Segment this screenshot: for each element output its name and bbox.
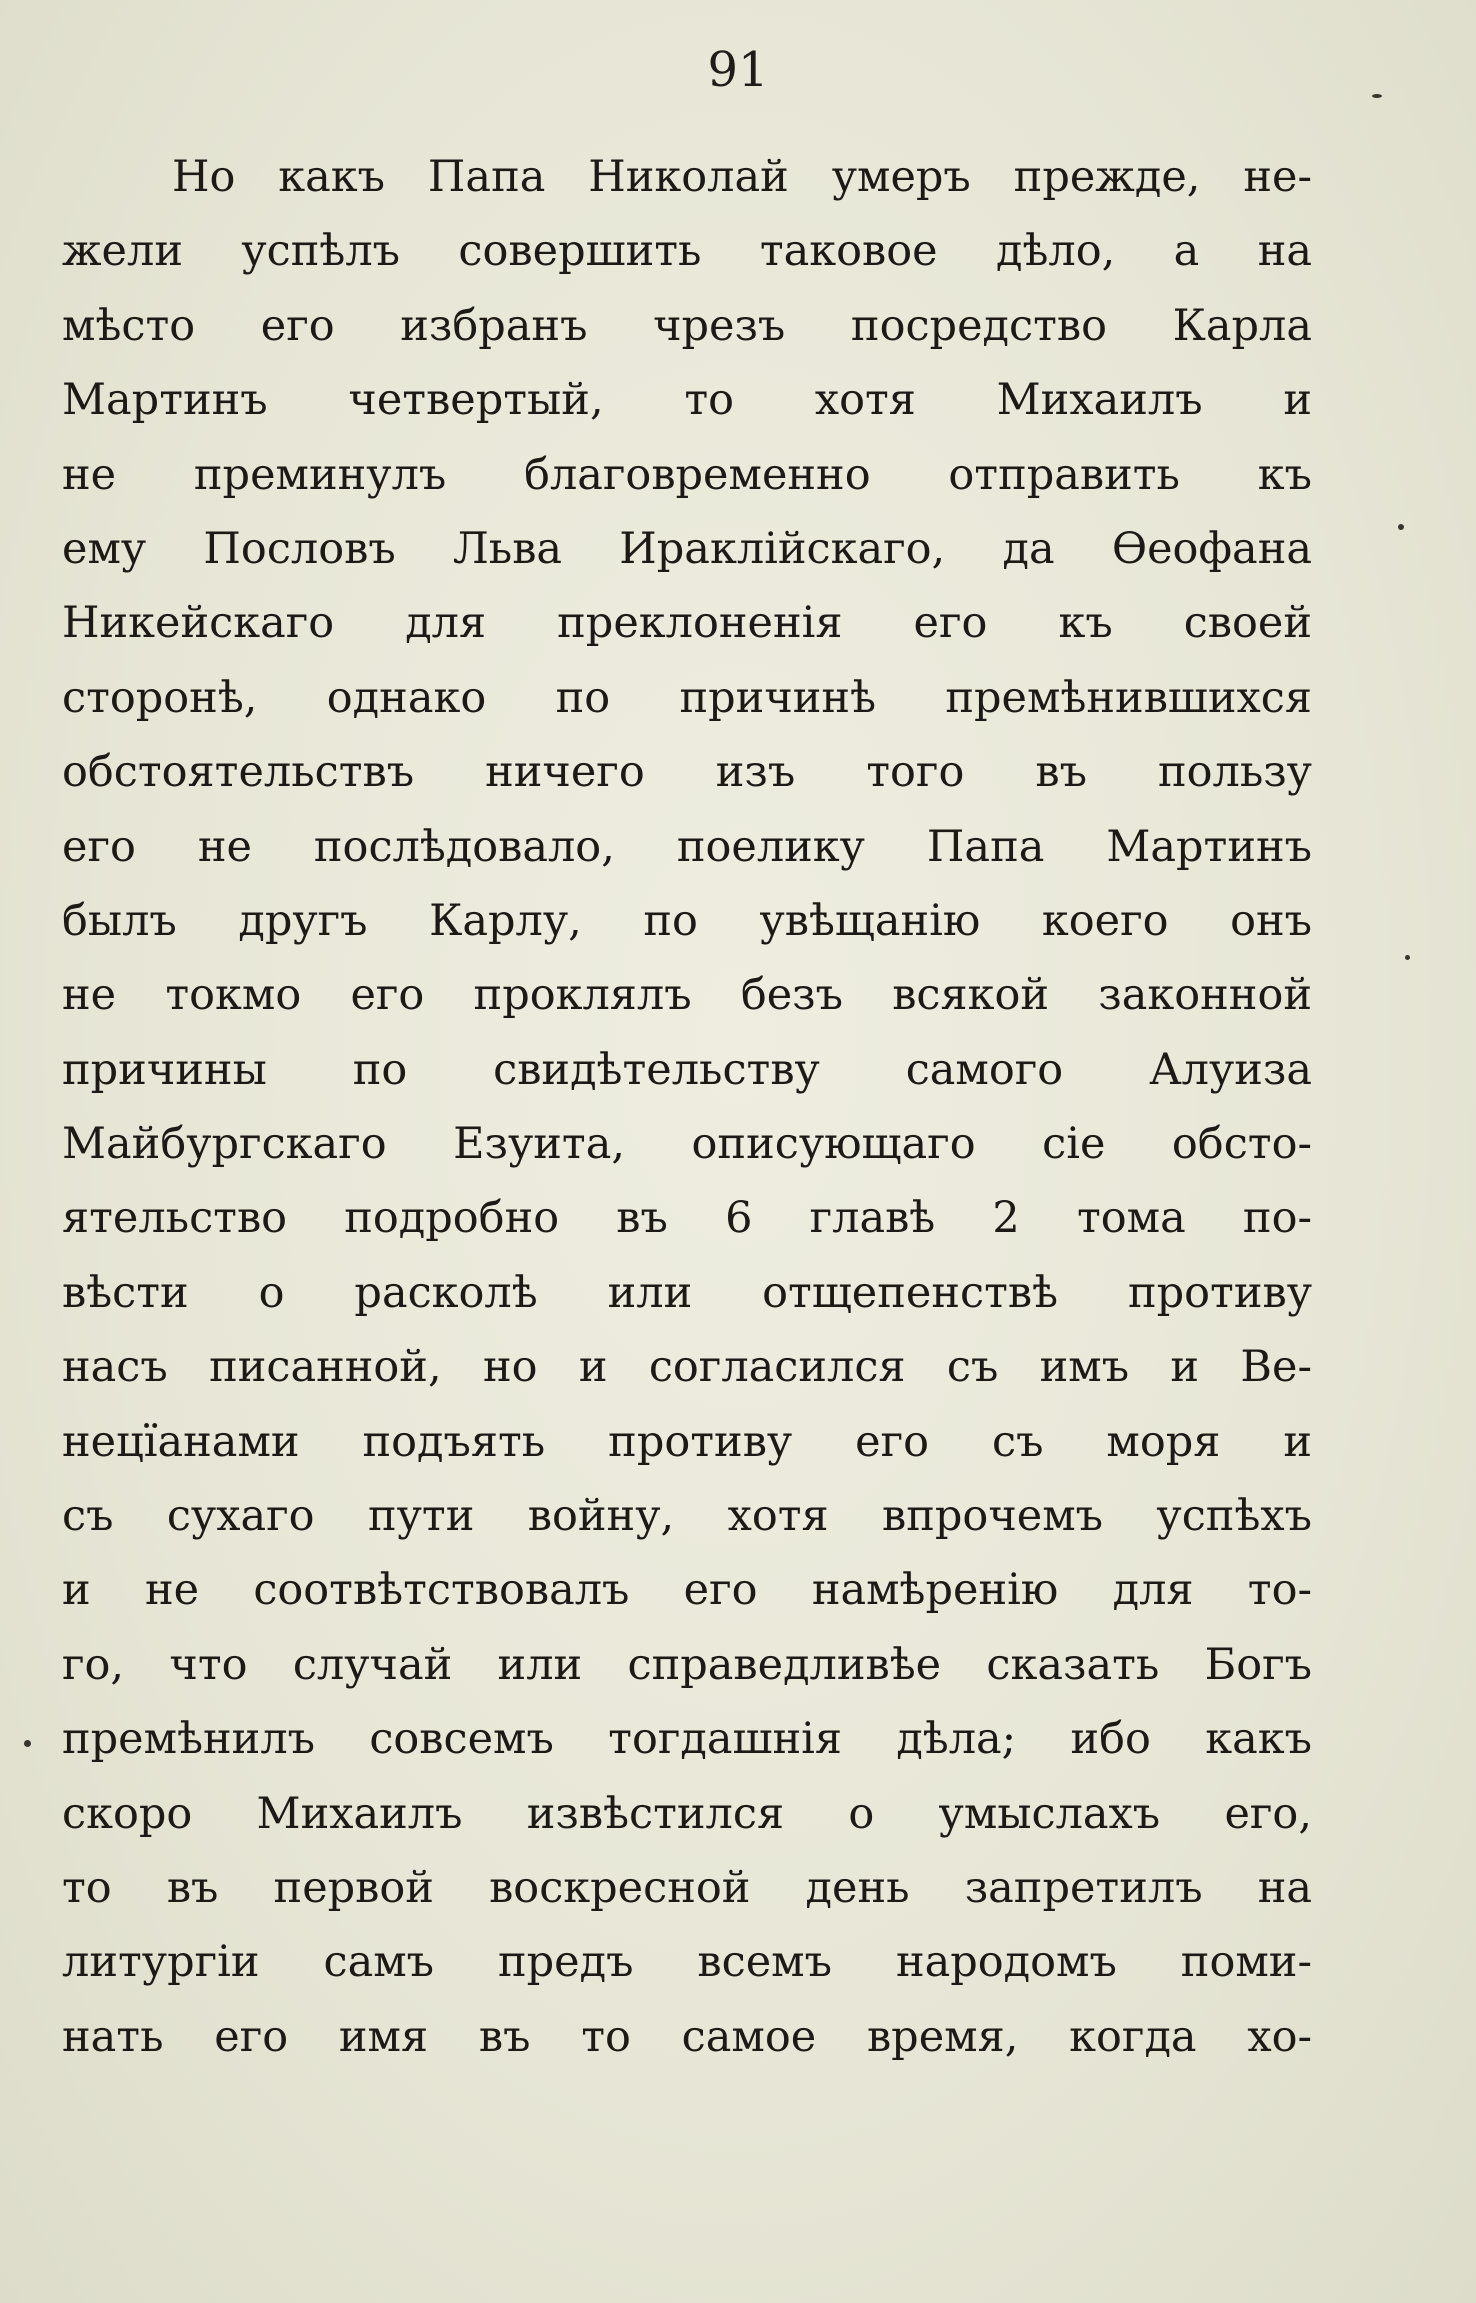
text-line: литургіи самъ предъ всемъ народомъ поми- [62,1937,1312,1988]
text-line: Никейскаго для преклоненія его къ своей [62,598,1312,649]
text-line: и не соотвѣтствовалъ его намѣренію для то- [62,1565,1312,1616]
text-line: не токмо его проклялъ безъ всякой законной [62,970,1312,1021]
text-line: то въ первой воскресной день запретилъ на [62,1862,1312,1913]
text-line: жели успѣлъ совершить таковое дѣло, а на [62,226,1312,277]
ink-speck [24,1740,31,1747]
ink-speck [1405,955,1410,960]
ink-speck [1398,524,1404,530]
text-line: мѣсто его избранъ чрезъ посредство Карла [62,300,1312,351]
text-line: Мартинъ четвертый, то хотя Михаилъ и [62,375,1312,426]
text-line: сторонѣ, однако по причинѣ премѣнившихся [62,672,1312,723]
text-line: нецїанами подъять противу его съ моря и [62,1416,1312,1467]
text-line: причины по свидѣтельству самого Алуиза [62,1044,1312,1095]
text-line: скоро Михаилъ извѣстился о умыслахъ его, [62,1788,1312,1839]
text-line: обстоятельствъ ничего изъ того въ пользу [62,747,1312,798]
text-line: ему Пословъ Льва Ираклійскаго, да Ѳеофана [62,523,1312,574]
text-line: нать его имя въ то самое время, когда хо- [62,2011,1312,2062]
page-number: 91 [707,42,769,98]
text-line: его не послѣдовало, поелику Папа Мартинъ [62,821,1312,872]
text-line: съ сухаго пути войну, хотя впрочемъ успѣхъ [62,1491,1312,1542]
text-line: вѣсти о расколѣ или отщепенствѣ противу [62,1267,1312,1318]
text-line: го, что случай или справедливѣе сказать Богъ [62,1639,1312,1690]
text-line: Но какъ Папа Николай умеръ прежде, не- [172,152,1312,202]
text-line: былъ другъ Карлу, по увѣщанію коего онъ [62,895,1312,946]
text-line: Майбургскаго Езуита, описующаго сіе обсто- [62,1119,1312,1170]
page-text [62,140,1312,2074]
text-line: ятельство подробно въ 6 главѣ 2 тома по- [62,1193,1312,1244]
text-line: насъ писанной, но и согласился съ имъ и Ве- [62,1342,1312,1393]
text-line: премѣнилъ совсемъ тогдашнія дѣла; ибо какъ [62,1714,1312,1765]
text-line: не преминулъ благовременно отправить къ [62,449,1312,500]
ink-speck [1372,94,1382,98]
